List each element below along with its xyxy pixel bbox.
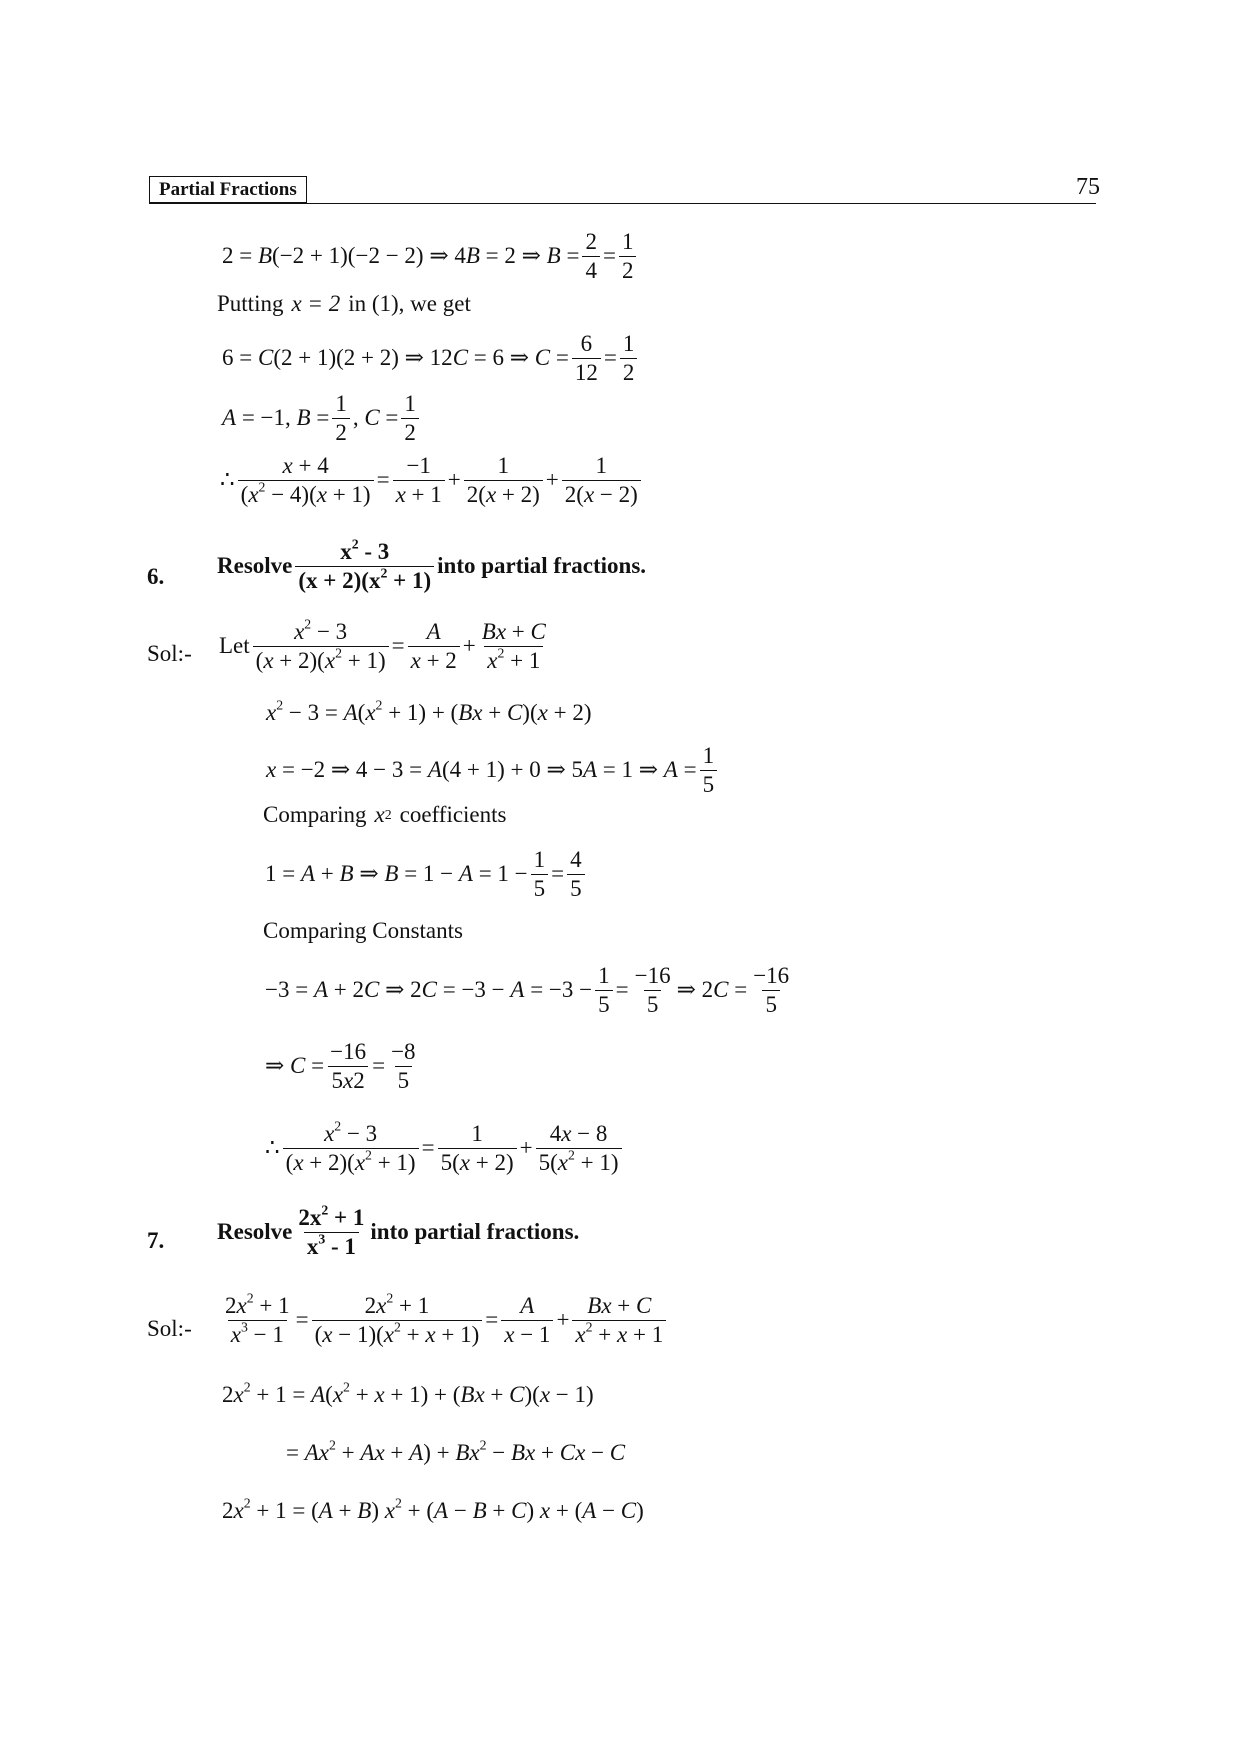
solution-6-label: Sol:- xyxy=(147,641,192,666)
question-7-text: Resolve $2x^2 + 1$ $x^3 - 1$ into partial fractions. xyxy=(217,1202,580,1259)
result-q6: ∴ $\frac{x^2 - 3}{(x + 2)(x^2 + 1)}$ = $\frac{1}{5(x + 2)}$ + $\frac{4x - 8}{5(x^2 + 1)}$ xyxy=(265,1120,625,1176)
solution-7-grouped: $2x^2 + 1 = (A + B) x^2 + (A - B + C) x + (A - C)$ xyxy=(222,1495,644,1523)
solution-6-identity: $x^2 - 3 = A(x^2 + 1) + (Bx + C)(x + 2)$ xyxy=(266,697,592,725)
solution-6-a-value: x = −2 ⇒ 4 − 3 = A(4 + 1) + 0 ⇒ 5A = 1 ⇒ A = $\frac{1}{5}$ xyxy=(266,742,720,798)
putting-line: Putting x = 2 in (1), we get xyxy=(217,291,471,316)
solution-6-b-value: 1 = A + B ⇒ B = 1 − A = 1 − $\frac{1}{5}$ = $\frac{4}{5}$ xyxy=(265,846,588,902)
equation-b-value: 2 = B(−2 + 1)(−2 − 2) ⇒ 4B = 2 ⇒ B = $\frac{2}{4}$ = $\frac{1}{2}$ xyxy=(222,228,639,284)
comparing-x2-heading: Comparing x 2 coefficients xyxy=(263,802,507,827)
solution-7-expanded: = $Ax^2 + Ax + A) + Bx^2 - Bx + Cx - C$ xyxy=(286,1437,626,1465)
constants-summary: A = −1, B = $\frac{1}{2}$ , C = $\frac{1}{2}$ xyxy=(222,390,422,446)
solution-7-label: Sol:- xyxy=(147,1316,192,1341)
comparing-constants-heading: Comparing Constants xyxy=(263,918,463,943)
question-6-number: 6. xyxy=(147,564,165,589)
solution-7-setup: $\frac{2x^2 + 1}{x^3 - 1}$ = $\frac{2x^2 + 1}{(x - 1)(x^2 + x + 1)}$ = $\frac{A}{x - 1}$ + $\frac{Bx + C}{x^2 + x + 1}$ xyxy=(219,1292,669,1348)
result-q5: ∴ $\frac{x + 4}{(x^2 - 4)(x + 1)}$ = $\frac{-1}{x + 1}$ + $\frac{1}{2(x + 2)}$ + $\frac{1}{2(x - 2)}$ xyxy=(220,452,644,508)
page-number: 75 xyxy=(1076,174,1100,200)
question-7-number: 7. xyxy=(147,1228,165,1253)
solution-6-c-value: ⇒ C = $\frac{-16}{5x2}$ = $\frac{-8}{5}$ xyxy=(265,1039,416,1093)
solution-6-setup: Let $\frac{x^2 - 3}{(x + 2)(x^2 + 1)}$ = $\frac{A}{x + 2}$ + $\frac{Bx + C}{x^2 + 1}$ xyxy=(219,616,546,673)
equation-c-value: 6 = C(2 + 1)(2 + 2) ⇒ 12C = 6 ⇒ C = $\frac{6}{12}$ = $\frac{1}{2}$ xyxy=(222,330,640,386)
section-title: Partial Fractions xyxy=(149,176,307,203)
header-rule xyxy=(149,203,1096,204)
solution-6-2c-value: −3 = A + 2C ⇒ 2C = −3 − A = −3 − $\frac{1}{5}$ = $\frac{-16}{5}$ ⇒ 2C = $\frac{-16}{5}$ xyxy=(265,963,790,1017)
solution-7-identity: $2x^2 + 1 = A(x^2 + x + 1) + (Bx + C)(x - 1)$ xyxy=(222,1379,594,1407)
question-6-text: Resolve $x^2 - 3$ $(x + 2)(x^2 + 1)$ into partial fractions. xyxy=(217,536,647,593)
